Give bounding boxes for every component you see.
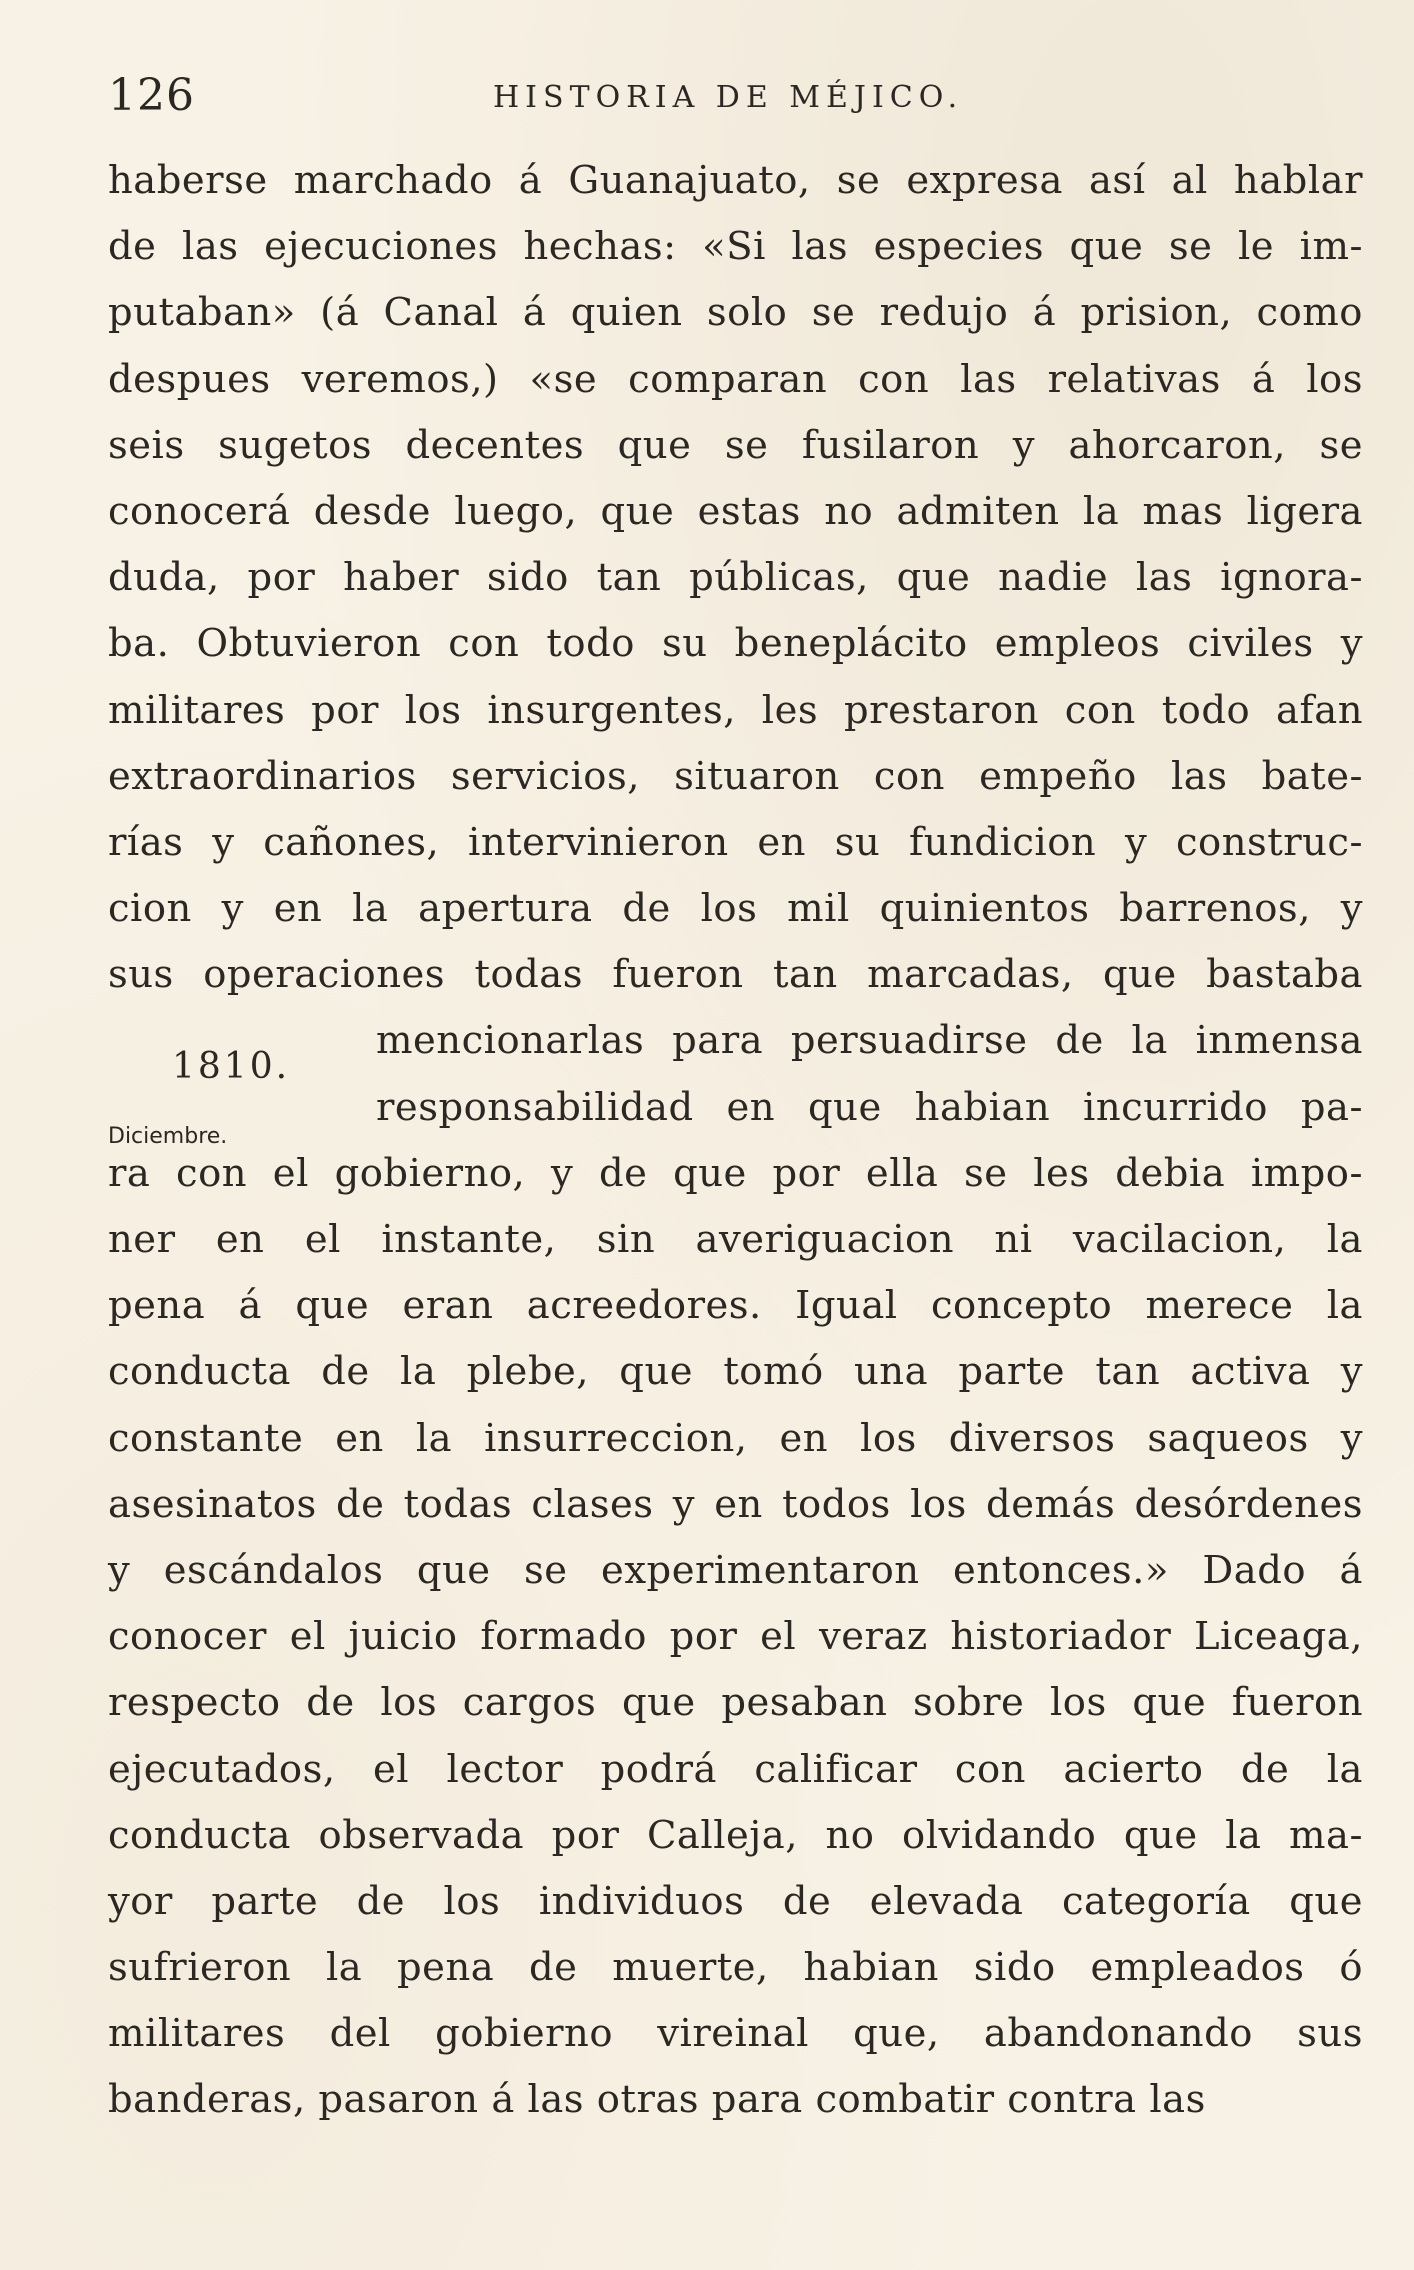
page-number: 126 [108,70,195,121]
text-line: haberse marchado á Guanajuato, se expresa así al hablar [108,158,1363,203]
text-line: militares del gobierno vireinal que, abandonando sus [108,2011,1363,2057]
text-line: sus operaciones todas fueron tan marcadas, que bastaba [108,952,1363,998]
text-line: seis sugetos decentes que se fusilaron y ahorcaron, se [108,422,1363,468]
text-line: cion y en la apertura de los mil quinientos barrenos, y [108,886,1363,932]
margin-note-year: 1810. [172,1046,291,1087]
text-line: ra con el gobierno, y de que por ella se les debia impo- [108,1150,1363,1196]
text-line: banderas, pasaron á las otras para combatir contra las [108,2077,1206,2123]
text-line: extraordinarios servicios, situaron con empeño las bate- [108,753,1363,799]
text-line: duda, por haber sido tan públicas, que nadie las ignora- [108,555,1363,601]
page-header [108,70,1368,130]
text-line: de las ejecuciones hechas: «Si las especies que se le im- [108,224,1363,270]
text-line: rías y cañones, intervinieron en su fundicion y construc- [108,819,1363,865]
body-text [108,148,1363,2134]
text-line: respecto de los cargos que pesaban sobre los que fueron [108,1680,1363,1726]
text-line: conducta de la plebe, que tomó una parte tan activa y [108,1349,1363,1395]
text-line: y escándalos que se experimentaron entonces.» Dado á [108,1547,1363,1593]
text-line: conducta observada por Calleja, no olvidando que la ma- [108,1812,1363,1858]
text-line: despues veremos,) «se comparan con las relativas á los [108,356,1363,402]
text-line: sufrieron la pena de muerte, habian sido empleados ó [108,1945,1363,1991]
text-line: ejecutados, el lector podrá calificar con acierto de la [108,1746,1363,1792]
text-line: militares por los insurgentes, les prestaron con todo afan [108,687,1363,733]
margin-note-month: Diciembre. [108,1124,228,1149]
text-line: putaban» (á Canal á quien solo se redujo á prision, como [108,290,1363,336]
text-line: conocer el juicio formado por el veraz historiador Liceaga, [108,1614,1363,1660]
text-line: pena á que eran acreedores. Igual concepto merece la [108,1283,1363,1329]
text-line: ba. Obtuvieron con todo su beneplácito empleos civiles y [108,621,1363,667]
text-line: asesinatos de todas clases y en todos los demás desórdenes [108,1481,1363,1527]
text-line: responsabilidad en que habian incurrido pa- [376,1084,1363,1130]
text-line: ner en el instante, sin averiguacion ni vacilacion, la [108,1217,1363,1262]
text-line: conocerá desde luego, que estas no admiten la mas ligera [108,488,1363,534]
running-title: HISTORIA DE MÉJICO. [493,80,964,115]
text-line: yor parte de los individuos de elevada categoría que [108,1878,1363,1924]
text-line: constante en la insurreccion, en los diversos saqueos y [108,1415,1363,1461]
text-line: mencionarlas para persuadirse de la inmensa [376,1018,1363,1064]
